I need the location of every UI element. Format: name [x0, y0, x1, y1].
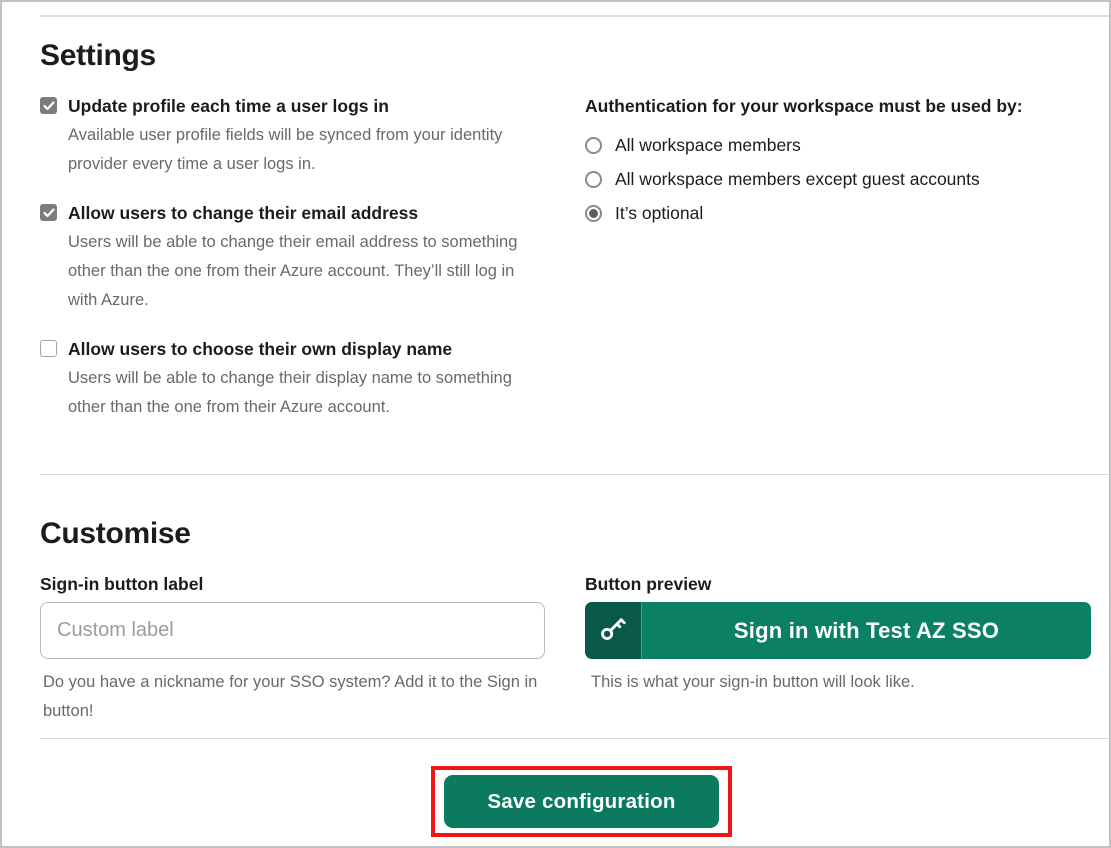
settings-checkbox-column	[40, 94, 547, 444]
save-configuration-button[interactable]: Save configuration	[444, 775, 719, 828]
checkbox-label: Update profile each time a user logs in	[68, 96, 389, 116]
auth-heading: Authentication for your workspace must be used by:	[585, 96, 1023, 116]
radio-row-all-members	[585, 128, 1089, 162]
radio-label: All workspace members except guest accounts	[615, 168, 980, 189]
update-profile-checkbox[interactable]	[40, 97, 57, 114]
checkmark-icon	[43, 101, 55, 111]
checkbox-block-display-name	[40, 337, 547, 422]
display-name-checkbox[interactable]	[40, 340, 57, 357]
settings-heading: Settings	[40, 39, 156, 72]
checkbox-description: Users will be able to change their display name to something other than the one from their Azure account.	[68, 369, 512, 416]
preview-field-label: Button preview	[585, 574, 712, 594]
checkbox-block-change-email	[40, 201, 547, 315]
checkbox-label: Allow users to choose their own display name	[68, 339, 453, 359]
all-members-radio[interactable]	[585, 137, 602, 154]
preview-key-segment	[585, 602, 642, 659]
radio-row-optional	[585, 196, 1089, 230]
checkbox-label: Allow users to change their email address	[68, 203, 419, 223]
checkbox-description: Available user profile fields will be synced from your identity provider every time a user logs in.	[68, 126, 503, 173]
custom-label-input[interactable]	[40, 602, 545, 659]
customise-heading: Customise	[40, 517, 191, 550]
preview-helper-text: This is what your sign-in button will look like.	[591, 673, 915, 691]
checkbox-block-update-profile	[40, 94, 547, 179]
save-row	[2, 739, 1109, 837]
annotation-highlight	[431, 766, 732, 837]
checkbox-description: Users will be able to change their email address to something other than the one from their Azure account. They’ll still log in with Azure.	[68, 233, 518, 309]
except-guests-radio[interactable]	[585, 171, 602, 188]
authentication-options-column	[585, 94, 1089, 444]
signin-label-column	[40, 572, 547, 726]
section-divider	[40, 474, 1109, 475]
button-preview-column	[585, 572, 1089, 726]
checkmark-icon	[43, 208, 55, 218]
preview-button-text: Sign in with Test AZ SSO	[642, 602, 1091, 659]
radio-label: All workspace members	[615, 134, 801, 155]
signin-button-preview	[585, 602, 1091, 659]
signin-field-label: Sign-in button label	[40, 574, 204, 594]
optional-radio[interactable]	[585, 205, 602, 222]
key-icon	[598, 613, 628, 648]
radio-label: It’s optional	[615, 202, 704, 223]
top-divider	[40, 15, 1109, 17]
change-email-checkbox[interactable]	[40, 204, 57, 221]
input-helper-text: Do you have a nickname for your SSO system? Add it to the Sign in button!	[43, 673, 538, 720]
radio-row-except-guests	[585, 162, 1089, 196]
